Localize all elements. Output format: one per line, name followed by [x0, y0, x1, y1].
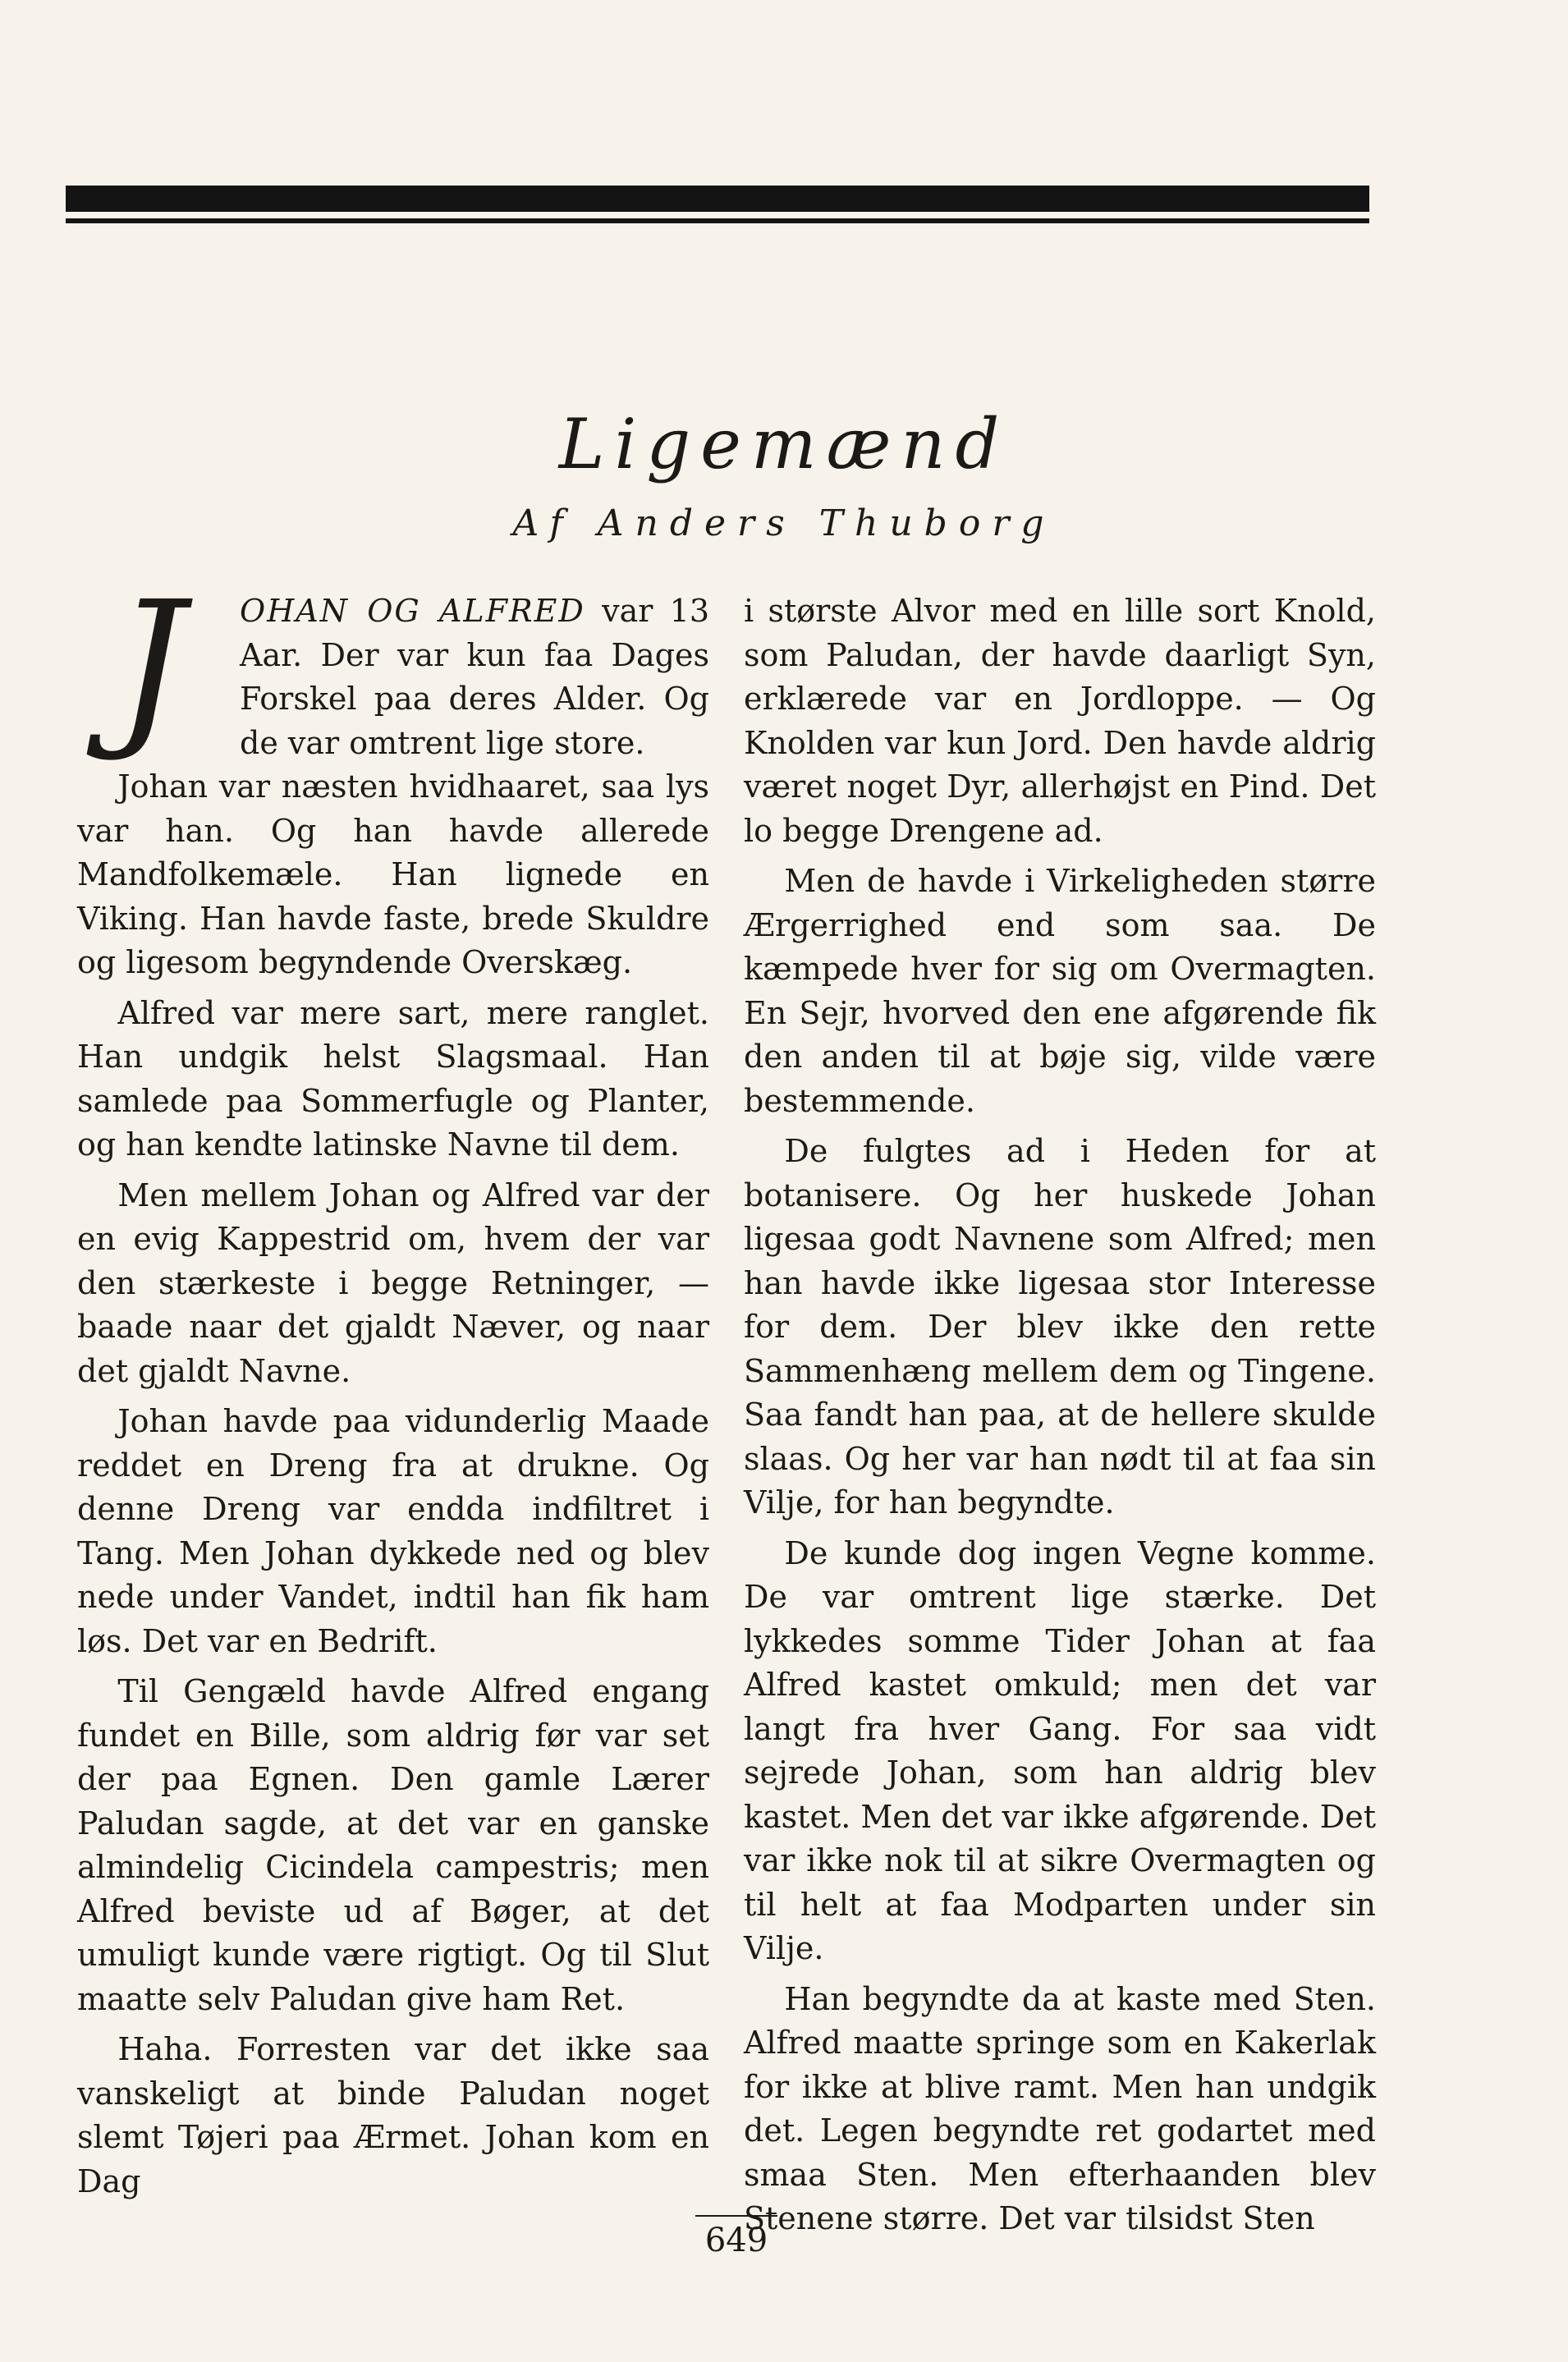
paragraph: Til Gengæld havde Alfred engang fundet en Bille, som aldrig før var set der paa Egnen. Den gamle Lærer Paludan sagde, at det var en ganske almindelig Cicindela campestris; men Alfred beviste ud af Bøger, at det umuligt kunde være rigtigt. Og til Slut maatte selv Paludan give ham Ret. — [77, 1673, 709, 2017]
right-column — [744, 589, 1376, 2241]
opening-caps: OHAN OG ALFRED — [240, 593, 585, 629]
header-rule-thick — [66, 186, 1369, 212]
continued-paragraph: i største Alvor med en lille sort Knold, som Paludan, der havde daarligt Syn, erklærede var en Jordloppe. — Og Knolden var kun Jord. Den havde aldrig været noget Dyr, allerhøjst en Pind. Det lo begge Drengene ad. — [744, 593, 1376, 849]
paragraph: Han begyndte da at kaste med Sten. Alfred maatte springe som en Kakerlak for ikke at blive ramt. Men han undgik det. Legen begyndte ret godartet med smaa Sten. Men efterhaanden blev Stenene større. Det var tilsidst Sten — [744, 1980, 1376, 2236]
paragraph: Alfred var mere sart, mere ranglet. Han undgik helst Slagsmaal. Han samlede paa Sommerfugle og Planter, og han kendte latinske Navne til dem. — [77, 994, 709, 1163]
opening-text: var 13 Aar. Der var kun faa Dages Forskel paa deres Alder. Og de var omtrent lige store. — [240, 593, 709, 761]
paragraph: Haha. Forresten var det ikke saa vanskeligt at binde Paludan noget slemt Tøjeri paa Ærmet. Johan kom en Dag — [77, 2031, 709, 2199]
paragraph: De kunde dog ingen Vegne komme. De var omtrent lige stærke. Det lykkedes somme Tider Johan at faa Alfred kastet omkuld; men det var langt fra hver Gang. For saa vidt sejrede Johan, som han aldrig blev kastet. Men det var ikke afgørende. Det var ikke nok til at sikre Overmagten og til helt at faa Modparten under sin Vilje. — [744, 1534, 1376, 1966]
paragraph: Men mellem Johan og Alfred var der en evig Kappestrid om, hvem der var den stærkeste i begge Retninger, — baade naar det gjaldt Næver, og naar det gjaldt Navne. — [77, 1176, 709, 1389]
header-rule-thin — [66, 218, 1369, 223]
paragraph: De fulgtes ad i Heden for at botanisere. Og her huskede Johan ligesaa godt Navnene som Alfred; men han havde ikke ligesaa stor Interesse for dem. Der blev ikke den rette Sammenhæng mellem dem og Tingene. Saa fandt han paa, at de hellere skulde slaas. Og her var han nødt til at faa sin Vilje, for han begyndte. — [744, 1133, 1376, 1520]
drop-cap: J — [115, 564, 186, 765]
paragraph: Johan havde paa vidunderlig Maade reddet en Dreng fra at drukne. Og denne Dreng var endda indfiltret i Tang. Men Johan dykkede ned og blev nede under Vandet, indtil han fik ham løs. Det var en Bedrift. — [77, 1403, 709, 1659]
opening-paragraph — [77, 564, 709, 765]
paragraph: Men de havde i Virkeligheden større Ærgerrighed end som saa. De kæmpede hver for sig om Overmagten. En Sejr, hvorved den ene afgørende fik den anden til at bøje sig, vilde være bestemmende. — [744, 863, 1376, 1119]
page-number: 649 — [695, 2215, 777, 2259]
article-byline: Af Anders Thuborg — [512, 502, 1056, 544]
article-title: Ligemænd — [558, 404, 1010, 484]
paragraph: Johan var næsten hvidhaaret, saa lys var han. Og han havde allerede Mandfolkemæle. Han lignede en Viking. Han havde faste, brede Skuldre og ligesom begyndende Overskæg. — [77, 768, 709, 980]
left-column — [77, 564, 709, 2204]
